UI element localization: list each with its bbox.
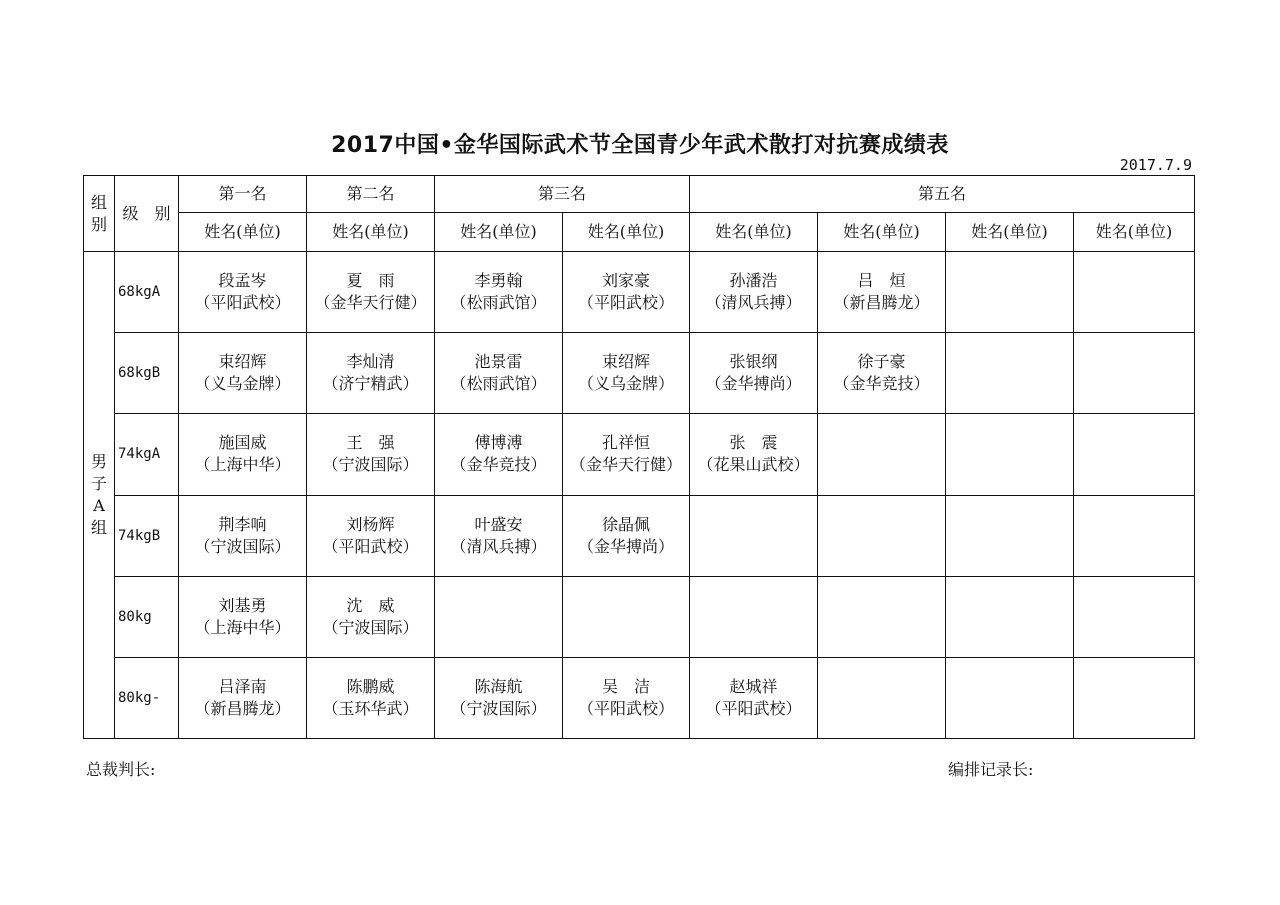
- athlete-unit: （花果山武校）: [697, 455, 810, 475]
- athlete-unit: （金华竞技）: [833, 374, 930, 394]
- result-cell: [690, 495, 818, 576]
- athlete-unit: （济宁精武）: [322, 374, 419, 394]
- athlete-name: 束绍辉: [602, 352, 651, 372]
- result-cell: [1074, 495, 1195, 576]
- result-cell: [1074, 576, 1195, 657]
- result-cell: [946, 252, 1074, 333]
- result-cell: [179, 252, 307, 333]
- athlete-name: 刘基勇: [218, 595, 267, 615]
- athlete-name: 李勇翰: [474, 271, 523, 291]
- athlete-unit: （金华搏尚）: [578, 536, 675, 556]
- athlete-unit: （义乌金牌）: [194, 374, 291, 394]
- result-cell: [818, 252, 946, 333]
- result-cell: [690, 657, 818, 738]
- athlete-name: 段孟岑: [218, 271, 267, 291]
- results-table: [83, 175, 1195, 739]
- place-header-5: 第五名: [690, 176, 1195, 213]
- athlete-unit: （上海中华）: [194, 455, 291, 475]
- result-cell: [307, 576, 435, 657]
- sub-header: 姓名(单位): [818, 213, 946, 252]
- athlete-unit: （松雨武馆）: [450, 374, 547, 394]
- result-cell: [307, 414, 435, 495]
- result-cell: [563, 252, 690, 333]
- result-cell: [1074, 252, 1195, 333]
- table-row: [84, 657, 1195, 738]
- athlete-name: 陈海航: [474, 676, 523, 696]
- result-cell: [307, 252, 435, 333]
- result-cell: [435, 252, 563, 333]
- weight-class-cell: 74kgB: [115, 495, 179, 576]
- athlete-unit: （平阳武校）: [705, 698, 802, 718]
- athlete-unit: （平阳武校）: [578, 698, 675, 718]
- sub-header: 姓名(单位): [1074, 213, 1195, 252]
- weight-class-cell: 74kgA: [115, 414, 179, 495]
- athlete-unit: （清风兵搏）: [450, 536, 547, 556]
- result-cell: [690, 333, 818, 414]
- result-cell: [563, 333, 690, 414]
- athlete-unit: （玉环华武）: [322, 698, 419, 718]
- athlete-unit: （宁波国际）: [194, 536, 291, 556]
- document-title: 2017中国•金华国际武术节全国青少年武术散打对抗赛成绩表: [331, 133, 949, 158]
- athlete-name: 池景雷: [474, 352, 523, 372]
- result-cell: [1074, 414, 1195, 495]
- chief-referee-label: 总裁判长:: [86, 760, 156, 779]
- athlete-unit: （金华天行健）: [570, 455, 683, 475]
- group-cell: [84, 252, 115, 739]
- result-cell: [946, 576, 1074, 657]
- result-cell: [563, 495, 690, 576]
- place-header-3: 第三名: [435, 176, 690, 213]
- result-cell: [179, 495, 307, 576]
- group-name: 男子A组: [91, 452, 108, 538]
- result-cell: [435, 414, 563, 495]
- place-header-2: 第二名: [307, 176, 435, 213]
- athlete-name: 吕 烜: [857, 271, 906, 291]
- athlete-name: 刘杨辉: [346, 514, 395, 534]
- athlete-unit: （金华竞技）: [450, 455, 547, 475]
- result-cell: [307, 495, 435, 576]
- athlete-name: 张银纲: [729, 352, 778, 372]
- athlete-name: 张 震: [729, 433, 778, 453]
- athlete-name: 徐子豪: [857, 352, 906, 372]
- sub-header: 姓名(单位): [946, 213, 1074, 252]
- athlete-unit: （宁波国际）: [450, 698, 547, 718]
- athlete-name: 叶盛安: [474, 514, 523, 534]
- athlete-unit: （金华搏尚）: [705, 374, 802, 394]
- athlete-name: 陈鹏威: [346, 676, 395, 696]
- athlete-name: 施国威: [218, 433, 267, 453]
- athlete-unit: （义乌金牌）: [578, 374, 675, 394]
- result-cell: [818, 657, 946, 738]
- athlete-name: 王 强: [346, 433, 395, 453]
- weight-class-cell: 80kg-: [115, 657, 179, 738]
- result-cell: [818, 576, 946, 657]
- athlete-unit: （新昌腾龙）: [194, 698, 291, 718]
- sub-header: 姓名(单位): [307, 213, 435, 252]
- result-cell: [1074, 657, 1195, 738]
- result-cell: [307, 333, 435, 414]
- table-row: [84, 495, 1195, 576]
- result-cell: [946, 414, 1074, 495]
- table-row: [84, 333, 1195, 414]
- table-row: [84, 414, 1195, 495]
- chief-recorder-label: 编排记录长:: [948, 760, 1034, 779]
- athlete-unit: （松雨武馆）: [450, 293, 547, 313]
- result-cell: [563, 414, 690, 495]
- athlete-name: 束绍辉: [218, 352, 267, 372]
- athlete-name: 孙潘浩: [729, 271, 778, 291]
- place-header-1: 第一名: [179, 176, 307, 213]
- result-cell: [690, 252, 818, 333]
- result-cell: [307, 657, 435, 738]
- athlete-name: 李灿清: [346, 352, 395, 372]
- athlete-name: 徐晶佩: [602, 514, 651, 534]
- result-cell: [818, 495, 946, 576]
- athlete-name: 吕泽南: [218, 676, 267, 696]
- result-cell: [179, 576, 307, 657]
- result-cell: [946, 495, 1074, 576]
- document-date: 2017.7.9: [1119, 156, 1192, 174]
- athlete-unit: （上海中华）: [194, 617, 291, 637]
- result-cell: [435, 333, 563, 414]
- sub-header: 姓名(单位): [435, 213, 563, 252]
- header-row-sub: [84, 213, 1195, 252]
- athlete-unit: （新昌腾龙）: [833, 293, 930, 313]
- sub-header: 姓名(单位): [563, 213, 690, 252]
- athlete-unit: （平阳武校）: [194, 293, 291, 313]
- sub-header: 姓名(单位): [179, 213, 307, 252]
- weight-header: 级 别: [115, 176, 179, 252]
- result-cell: [179, 657, 307, 738]
- result-cell: [690, 414, 818, 495]
- result-cell: [179, 333, 307, 414]
- result-cell: [435, 576, 563, 657]
- athlete-name: 夏 雨: [346, 271, 395, 291]
- athlete-unit: （金华天行健）: [314, 293, 427, 313]
- athlete-unit: （平阳武校）: [578, 293, 675, 313]
- table-row: [84, 576, 1195, 657]
- athlete-name: 赵城祥: [729, 676, 778, 696]
- athlete-name: 孔祥恒: [602, 433, 651, 453]
- athlete-name: 吴 洁: [602, 676, 651, 696]
- result-cell: [818, 333, 946, 414]
- weight-class-cell: 80kg: [115, 576, 179, 657]
- result-cell: [818, 414, 946, 495]
- athlete-unit: （宁波国际）: [322, 455, 419, 475]
- header-row-places: [84, 176, 1195, 213]
- athlete-unit: （平阳武校）: [322, 536, 419, 556]
- result-cell: [690, 576, 818, 657]
- result-cell: [1074, 333, 1195, 414]
- result-cell: [946, 333, 1074, 414]
- athlete-name: 刘家豪: [602, 271, 651, 291]
- result-cell: [435, 657, 563, 738]
- result-cell: [563, 576, 690, 657]
- group-header: [84, 176, 115, 252]
- group-header-label: 组别: [91, 192, 108, 234]
- athlete-name: 荆李响: [218, 514, 267, 534]
- sub-header: 姓名(单位): [690, 213, 818, 252]
- athlete-unit: （宁波国际）: [322, 617, 419, 637]
- athlete-name: 沈 威: [346, 595, 395, 615]
- athlete-name: 傅博溥: [474, 433, 523, 453]
- weight-class-cell: 68kgA: [115, 252, 179, 333]
- table-row: [84, 252, 1195, 333]
- result-cell: [563, 657, 690, 738]
- result-cell: [179, 414, 307, 495]
- result-cell: [946, 657, 1074, 738]
- athlete-unit: （清风兵搏）: [705, 293, 802, 313]
- result-cell: [435, 495, 563, 576]
- weight-class-cell: 68kgB: [115, 333, 179, 414]
